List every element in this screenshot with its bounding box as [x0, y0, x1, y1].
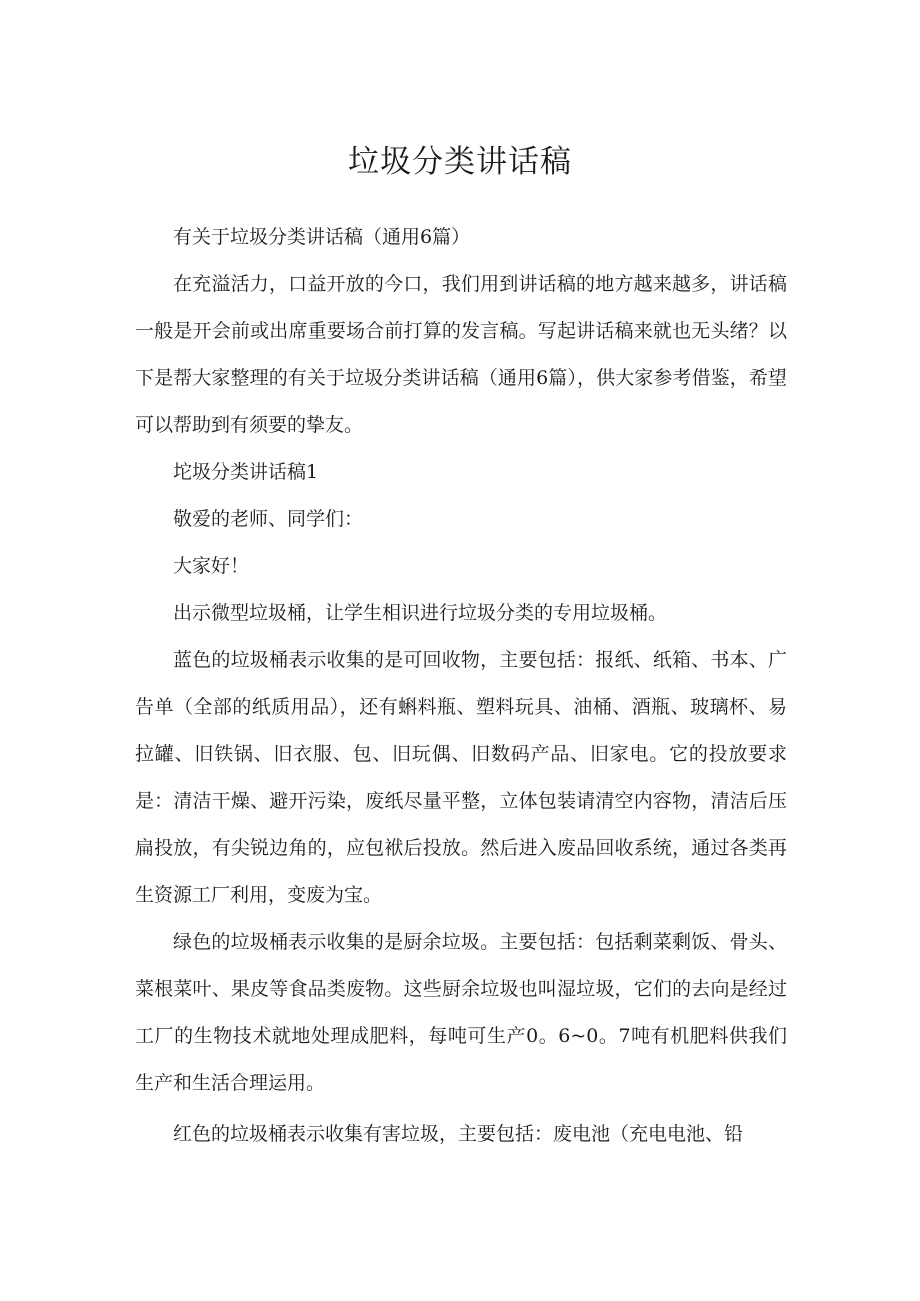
intro-line: 有关于垃圾分类讲话稿（通用6篇）: [173, 226, 471, 248]
section-heading: 坨圾分类讲话稿1: [173, 461, 319, 483]
paragraph-preface: 在充溢活力，口益开放的今口，我们用到讲话稿的地方越来越多，讲话稿一般是开会前或出席重要场合前打算的发言稿。写起讲话稿来就也无头绪？以下是帮大家整理的有关于垃圾分类讲话稿（通用6篇），供大家参考借鉴，希望可以帮助到有须要的挚友。: [135, 273, 787, 436]
salutation: 敬爱的老师、同学们：: [173, 508, 364, 530]
greeting: 大家好！: [173, 555, 250, 577]
document-title: 垃圾分类讲话稿: [348, 144, 572, 180]
paragraph-blue-bin: 蓝色的垃圾桶表示收集的是可回收物，主要包括：报纸、纸箱、书本、广告单（全部的纸质用品），还有蝌料瓶、塑料玩具、油桶、酒瓶、玻璃杯、易拉罐、旧铁锅、旧衣服、包、旧玩偶、旧数码产品、旧家电。它的投放要求是：清洁干燥、避开污染，废纸尽量平整，立体包装请清空内容物，清洁后压扁投放，有尖锐边角的，应包袱后投放。然后进入废品回收系统，通过各类再生资源工厂利用，变废为宝。: [135, 649, 787, 906]
paragraph-green-bin: 绿色的垃圾桶表示收集的是厨余垃圾。主要包括：包括剩菜剩饭、骨头、菜根菜叶、果皮等食品类废物。这些厨余垃圾也叫湿垃圾，它们的去向是经过工厂的生物技术就地处理成肥料，每吨可生产0。6~0。7吨有机肥料供我们生产和生活合理运用。: [135, 931, 787, 1094]
document-body: [135, 214, 787, 1158]
paragraph-show-bins: 出示微型垃圾桶，让学生相识进行垃圾分类的专用垃圾桶。: [173, 602, 668, 624]
paragraph-red-bin: 红色的垃圾桶表示收集有害垃圾，主要包括：废电池（充电电池、铅: [173, 1123, 744, 1145]
